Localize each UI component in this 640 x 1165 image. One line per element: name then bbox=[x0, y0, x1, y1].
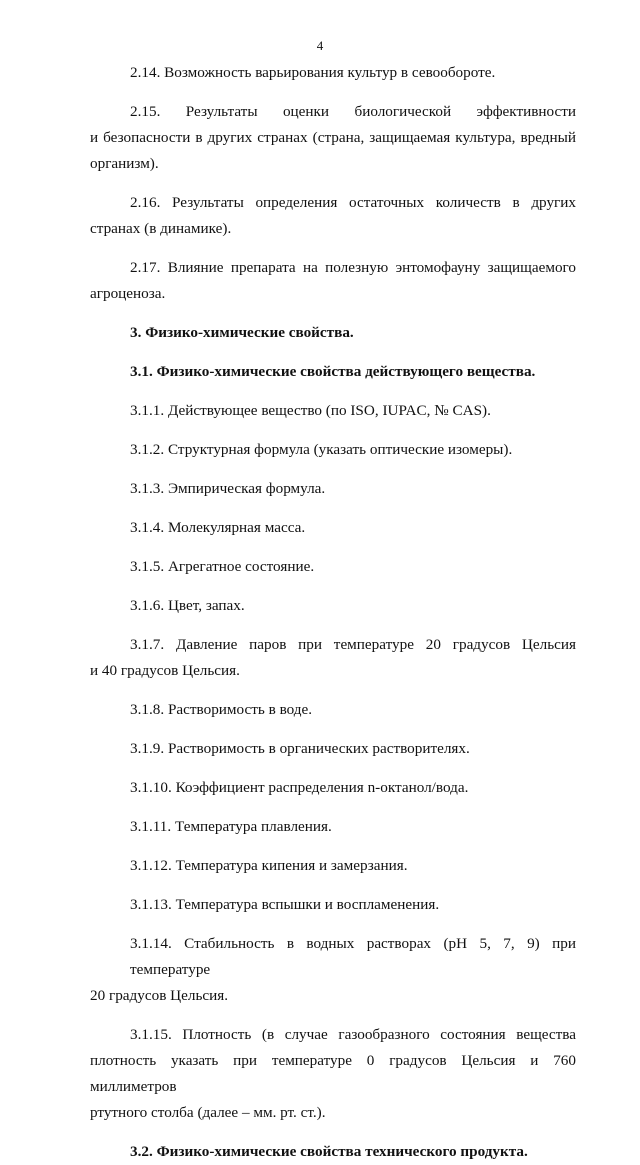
paragraph bbox=[90, 814, 576, 840]
paragraph-line: плотность указать при температуре 0 градусов Цельсия и 760 миллиметров bbox=[90, 1052, 576, 1095]
paragraph bbox=[90, 60, 576, 86]
paragraph-line: 3.2. Физико-химические свойства технического продукта. bbox=[130, 1143, 528, 1160]
paragraph bbox=[90, 931, 576, 1009]
paragraph bbox=[90, 99, 576, 177]
paragraph-line: 3.1.7. Давление паров при температуре 20 градусов Цельсия bbox=[130, 636, 576, 653]
paragraph bbox=[90, 632, 576, 684]
paragraph bbox=[90, 1022, 576, 1126]
paragraph bbox=[90, 736, 576, 762]
paragraph bbox=[90, 775, 576, 801]
paragraph bbox=[90, 476, 576, 502]
paragraph-line: 2.14. Возможность варьирования культур в севообороте. bbox=[130, 64, 496, 81]
paragraph bbox=[90, 593, 576, 619]
paragraph-line: организм). bbox=[90, 155, 159, 172]
paragraph bbox=[90, 437, 576, 463]
paragraph-line: 2.15. Результаты оценки биологической эффективности bbox=[130, 103, 576, 120]
section-heading bbox=[90, 359, 576, 385]
paragraph bbox=[90, 554, 576, 580]
paragraph-line: 3.1.12. Температура кипения и замерзания. bbox=[130, 857, 408, 874]
section-heading bbox=[90, 1139, 576, 1165]
paragraph-line: ртутного столба (далее – мм. рт. ст.). bbox=[90, 1104, 326, 1121]
paragraph-line: 3.1.11. Температура плавления. bbox=[130, 818, 332, 835]
paragraph bbox=[90, 190, 576, 242]
document-body bbox=[90, 60, 576, 1165]
paragraph-line: странах (в динамике). bbox=[90, 220, 232, 237]
paragraph-line: 2.17. Влияние препарата на полезную энтомофауну защищаемого bbox=[130, 259, 576, 276]
section-heading bbox=[90, 320, 576, 346]
page-number: 4 bbox=[316, 38, 324, 53]
paragraph bbox=[90, 697, 576, 723]
paragraph bbox=[90, 398, 576, 424]
paragraph-line: 20 градусов Цельсия. bbox=[90, 987, 229, 1004]
paragraph-line: 3.1.4. Молекулярная масса. bbox=[130, 519, 306, 536]
paragraph-line: 3.1. Физико-химические свойства действующего вещества. bbox=[130, 363, 536, 380]
paragraph bbox=[90, 515, 576, 541]
paragraph-line: и 40 градусов Цельсия. bbox=[90, 662, 240, 679]
paragraph-line: 3.1.14. Стабильность в водных растворах (pH 5, 7, 9) при температуре bbox=[130, 935, 576, 978]
paragraph-line: агроценоза. bbox=[90, 285, 166, 302]
paragraph-line: 3.1.10. Коэффициент распределения n-октанол/вода. bbox=[130, 779, 469, 796]
paragraph-line: 3.1.6. Цвет, запах. bbox=[130, 597, 245, 614]
paragraph-line: 3.1.15. Плотность (в случае газообразного состояния вещества bbox=[130, 1026, 576, 1043]
paragraph-line: 3.1.5. Агрегатное состояние. bbox=[130, 558, 315, 575]
paragraph-line: 3.1.1. Действующее вещество (по ISO, IUPAC, № CAS). bbox=[130, 402, 491, 419]
paragraph-line: 3.1.8. Растворимость в воде. bbox=[130, 701, 313, 718]
paragraph-line: 3.1.13. Температура вспышки и воспламенения. bbox=[130, 896, 440, 913]
paragraph-line: 3.1.9. Растворимость в органических растворителях. bbox=[130, 740, 470, 757]
paragraph bbox=[90, 892, 576, 918]
paragraph bbox=[90, 853, 576, 879]
paragraph-line: 3.1.3. Эмпирическая формула. bbox=[130, 480, 326, 497]
paragraph-line: и безопасности в других странах (страна, защищаемая культура, вредный bbox=[90, 129, 576, 146]
paragraph-line: 3. Физико-химические свойства. bbox=[130, 324, 354, 341]
paragraph-line: 2.16. Результаты определения остаточных количеств в других bbox=[130, 194, 576, 211]
paragraph bbox=[90, 255, 576, 307]
paragraph-line: 3.1.2. Структурная формула (указать оптические изомеры). bbox=[130, 441, 513, 458]
